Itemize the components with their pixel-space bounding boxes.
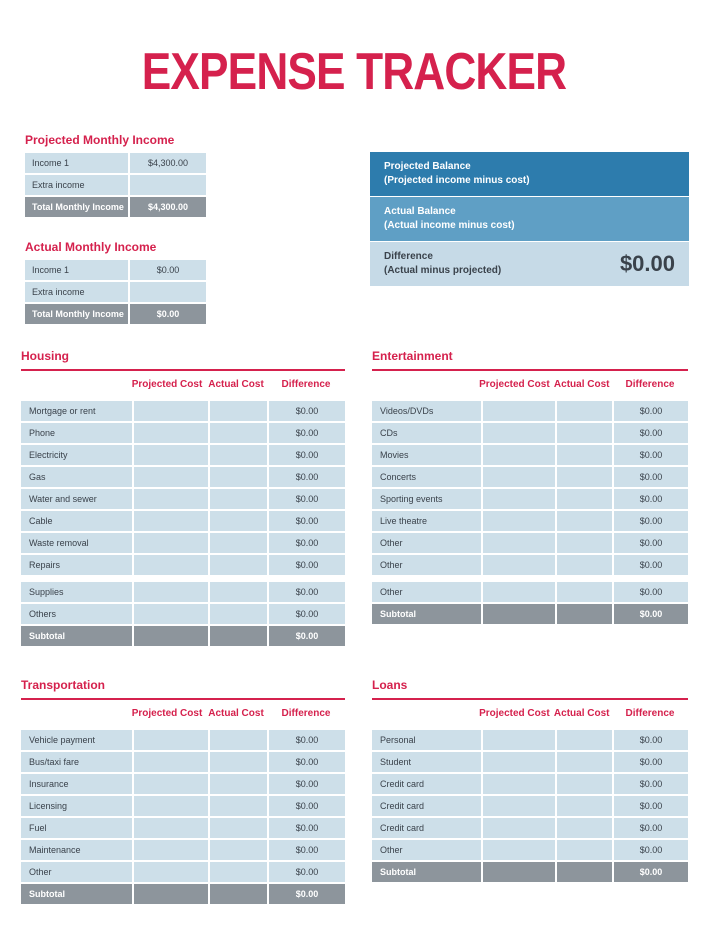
subtotal-row <box>372 604 688 624</box>
income-row <box>25 282 206 302</box>
projected-cost-cell[interactable] <box>483 840 555 860</box>
difference-cell: $0.00 <box>269 467 345 487</box>
difference-cell: $0.00 <box>269 752 345 772</box>
difference-cell: $0.00 <box>269 401 345 421</box>
projected-cost-cell[interactable] <box>483 511 555 531</box>
projected-cost-cell[interactable] <box>134 582 208 602</box>
actual-cost-header: Actual Cost <box>208 708 264 720</box>
actual-cost-cell[interactable] <box>210 511 267 531</box>
expense-row-label: Water and sewer <box>21 489 132 509</box>
expense-row-label: Subtotal <box>372 604 481 624</box>
actual-cost-cell[interactable] <box>557 467 612 487</box>
actual-cost-cell[interactable] <box>210 489 267 509</box>
income-row-label: Total Monthly Income <box>25 304 128 324</box>
income-section <box>25 133 206 324</box>
expense-row-label: Concerts <box>372 467 481 487</box>
projected-cost-cell[interactable] <box>134 489 208 509</box>
difference-cell: $0.00 <box>269 582 345 602</box>
actual-cost-cell[interactable] <box>557 533 612 553</box>
difference-cell: $0.00 <box>614 862 688 882</box>
actual-cost-cell[interactable] <box>210 604 267 624</box>
expense-row-label: Fuel <box>21 818 132 838</box>
expense-row <box>21 818 345 838</box>
expense-row-label: Credit card <box>372 774 481 794</box>
expense-row <box>372 467 688 487</box>
income-row-value: $0.00 <box>130 304 206 324</box>
difference-cell: $0.00 <box>269 511 345 531</box>
expense-table-title: Housing <box>21 349 69 363</box>
difference-cell: $0.00 <box>614 582 688 602</box>
difference-cell: $0.00 <box>614 423 688 443</box>
expense-row <box>372 445 688 465</box>
expense-row <box>21 445 345 465</box>
difference-cell: $0.00 <box>269 884 345 904</box>
difference-subtitle: (Actual minus projected) <box>384 265 502 276</box>
projected-cost-cell[interactable] <box>483 818 555 838</box>
actual-income-title: Actual Monthly Income <box>25 240 157 254</box>
projected-cost-cell[interactable] <box>134 604 208 624</box>
expense-row <box>21 401 345 421</box>
difference-cell: $0.00 <box>614 796 688 816</box>
expense-table-title: Transportation <box>21 678 106 692</box>
subtotal-row <box>21 626 345 646</box>
actual-cost-cell[interactable] <box>557 818 612 838</box>
income-row-value[interactable]: $0.00 <box>130 260 206 280</box>
difference-cell: $0.00 <box>269 818 345 838</box>
loans-table <box>372 678 688 882</box>
label-column-spacer <box>21 371 127 399</box>
actual-cost-cell[interactable] <box>557 555 612 575</box>
projected-cost-cell[interactable] <box>483 774 555 794</box>
actual-cost-cell[interactable] <box>557 489 612 509</box>
difference-cell: $0.00 <box>614 604 688 624</box>
expense-table-title: Entertainment <box>372 349 453 363</box>
difference-cell: $0.00 <box>269 626 345 646</box>
projected-cost-cell <box>134 626 208 646</box>
expense-row <box>21 752 345 772</box>
difference-title: Difference <box>384 251 433 262</box>
projected-cost-cell[interactable] <box>134 840 208 860</box>
expense-row-label: Supplies <box>21 582 132 602</box>
expense-row <box>21 489 345 509</box>
actual-cost-cell[interactable] <box>210 582 267 602</box>
expense-row-label: Credit card <box>372 818 481 838</box>
expense-row-label: CDs <box>372 423 481 443</box>
actual-cost-cell <box>557 604 612 624</box>
projected-cost-cell[interactable] <box>134 752 208 772</box>
expense-row <box>21 796 345 816</box>
expense-row <box>372 401 688 421</box>
expense-row-label: Sporting events <box>372 489 481 509</box>
column-headers <box>372 700 688 728</box>
actual-cost-cell[interactable] <box>210 467 267 487</box>
projected-balance-row <box>370 152 689 196</box>
label-column-spacer <box>21 700 127 728</box>
difference-cell: $0.00 <box>269 796 345 816</box>
projected-cost-cell[interactable] <box>483 533 555 553</box>
difference-cell: $0.00 <box>269 445 345 465</box>
difference-cell: $0.00 <box>269 862 345 882</box>
projected-cost-cell <box>483 604 555 624</box>
actual-cost-cell[interactable] <box>557 401 612 421</box>
projected-cost-cell[interactable] <box>483 796 555 816</box>
projected-cost-cell <box>483 862 555 882</box>
expense-row-label: Repairs <box>21 555 132 575</box>
expense-row <box>372 511 688 531</box>
projected-income-rows <box>25 153 206 217</box>
expense-row-label: Movies <box>372 445 481 465</box>
projected-cost-cell[interactable] <box>134 730 208 750</box>
expense-row <box>372 818 688 838</box>
expense-row-label: Personal <box>372 730 481 750</box>
projected-cost-cell[interactable] <box>483 445 555 465</box>
actual-cost-cell[interactable] <box>557 774 612 794</box>
difference-cell: $0.00 <box>614 401 688 421</box>
expense-row-label: Maintenance <box>21 840 132 860</box>
income-row-value: $4,300.00 <box>130 197 206 217</box>
expense-row-label: Other <box>372 533 481 553</box>
difference-row <box>370 242 689 286</box>
actual-balance-labels <box>384 205 515 233</box>
income-row-label: Extra income <box>25 175 128 195</box>
actual-cost-cell <box>210 884 267 904</box>
actual-cost-cell[interactable] <box>210 818 267 838</box>
actual-cost-cell <box>557 862 612 882</box>
expense-row <box>21 840 345 860</box>
expense-table-title: Loans <box>372 678 408 692</box>
difference-header: Difference <box>625 379 675 391</box>
income-row <box>25 260 206 280</box>
expense-row-label: Other <box>21 862 132 882</box>
expense-row-label: Others <box>21 604 132 624</box>
expense-row <box>21 511 345 531</box>
difference-labels <box>384 250 501 278</box>
transportation-table <box>21 678 345 904</box>
projected-cost-cell[interactable] <box>134 445 208 465</box>
projected-cost-header: Projected Cost <box>131 708 203 720</box>
income-row-label: Income 1 <box>25 153 128 173</box>
housing-table <box>21 349 345 646</box>
expense-row <box>372 796 688 816</box>
difference-cell: $0.00 <box>269 533 345 553</box>
projected-cost-cell[interactable] <box>483 423 555 443</box>
projected-cost-cell[interactable] <box>483 467 555 487</box>
actual-balance-subtitle: (Actual income minus cost) <box>384 220 515 231</box>
expense-row <box>372 730 688 750</box>
projected-cost-cell[interactable] <box>483 555 555 575</box>
label-column-spacer <box>372 371 475 399</box>
actual-cost-cell[interactable] <box>557 752 612 772</box>
difference-cell: $0.00 <box>269 604 345 624</box>
income-total-row <box>25 197 206 217</box>
difference-cell: $0.00 <box>269 774 345 794</box>
difference-cell: $0.00 <box>614 489 688 509</box>
actual-cost-cell[interactable] <box>210 533 267 553</box>
projected-cost-cell[interactable] <box>134 467 208 487</box>
projected-cost-cell[interactable] <box>483 489 555 509</box>
projected-cost-cell[interactable] <box>134 533 208 553</box>
expense-row <box>372 752 688 772</box>
difference-header: Difference <box>281 379 331 391</box>
difference-cell: $0.00 <box>269 423 345 443</box>
projected-cost-cell[interactable] <box>134 423 208 443</box>
actual-cost-cell[interactable] <box>210 796 267 816</box>
column-headers <box>21 700 345 728</box>
expense-row-label: Student <box>372 752 481 772</box>
expense-row-label: Credit card <box>372 796 481 816</box>
expense-row-label: Bus/taxi fare <box>21 752 132 772</box>
difference-header: Difference <box>281 708 331 720</box>
difference-cell: $0.00 <box>269 489 345 509</box>
actual-cost-cell[interactable] <box>210 862 267 882</box>
actual-cost-cell[interactable] <box>557 445 612 465</box>
difference-cell: $0.00 <box>614 840 688 860</box>
difference-cell: $0.00 <box>614 467 688 487</box>
income-row-label: Income 1 <box>25 260 128 280</box>
expense-row-label: Live theatre <box>372 511 481 531</box>
column-headers <box>372 371 688 399</box>
projected-cost-cell[interactable] <box>483 730 555 750</box>
expense-row <box>372 489 688 509</box>
expense-tables-grid <box>21 349 688 904</box>
difference-cell: $0.00 <box>269 840 345 860</box>
projected-cost-cell[interactable] <box>134 555 208 575</box>
projected-cost-cell[interactable] <box>134 774 208 794</box>
projected-cost-cell[interactable] <box>483 752 555 772</box>
column-headers <box>21 371 345 399</box>
actual-cost-cell[interactable] <box>557 840 612 860</box>
projected-income-table <box>25 133 206 217</box>
income-row-value[interactable]: $4,300.00 <box>130 153 206 173</box>
expense-row-label: Other <box>372 555 481 575</box>
expense-row <box>21 862 345 882</box>
projected-income-title: Projected Monthly Income <box>25 133 175 147</box>
actual-cost-cell[interactable] <box>210 423 267 443</box>
expense-row-label: Other <box>372 582 481 602</box>
actual-cost-cell[interactable] <box>210 401 267 421</box>
projected-cost-cell[interactable] <box>483 401 555 421</box>
actual-balance-title: Actual Balance <box>384 206 456 217</box>
projected-cost-cell[interactable] <box>483 582 555 602</box>
actual-cost-cell[interactable] <box>210 774 267 794</box>
difference-cell: $0.00 <box>269 555 345 575</box>
difference-cell: $0.00 <box>614 445 688 465</box>
actual-cost-cell <box>210 626 267 646</box>
actual-cost-cell[interactable] <box>557 511 612 531</box>
actual-cost-cell[interactable] <box>210 840 267 860</box>
expense-row <box>21 730 345 750</box>
expense-row-label: Licensing <box>21 796 132 816</box>
expense-row-label: Subtotal <box>372 862 481 882</box>
expense-row <box>21 467 345 487</box>
actual-income-rows <box>25 260 206 324</box>
difference-cell: $0.00 <box>614 511 688 531</box>
entertainment-table <box>372 349 688 624</box>
actual-balance-row <box>370 197 689 241</box>
projected-cost-header: Projected Cost <box>479 708 550 720</box>
expense-row <box>21 533 345 553</box>
actual-cost-cell[interactable] <box>210 730 267 750</box>
projected-balance-title: Projected Balance <box>384 161 471 172</box>
actual-cost-header: Actual Cost <box>553 379 610 391</box>
expense-row-label: Gas <box>21 467 132 487</box>
income-row-label: Extra income <box>25 282 128 302</box>
expense-row-label: Phone <box>21 423 132 443</box>
income-row-label: Total Monthly Income <box>25 197 128 217</box>
expense-row <box>21 555 345 575</box>
expense-row <box>372 840 688 860</box>
difference-cell: $0.00 <box>614 555 688 575</box>
label-column-spacer <box>372 700 475 728</box>
expense-row <box>372 533 688 553</box>
expense-row-label: Mortgage or rent <box>21 401 132 421</box>
actual-cost-cell[interactable] <box>557 730 612 750</box>
difference-value: $0.00 <box>619 251 675 276</box>
expense-row-label: Electricity <box>21 445 132 465</box>
actual-cost-cell[interactable] <box>557 796 612 816</box>
actual-cost-cell[interactable] <box>210 752 267 772</box>
projected-cost-cell[interactable] <box>134 511 208 531</box>
expense-row <box>21 774 345 794</box>
difference-cell: $0.00 <box>614 818 688 838</box>
expense-row <box>372 423 688 443</box>
difference-header: Difference <box>625 708 675 720</box>
expense-row <box>21 423 345 443</box>
projected-balance-labels <box>384 160 530 188</box>
income-row-value[interactable] <box>130 175 206 195</box>
projected-cost-cell[interactable] <box>134 862 208 882</box>
actual-cost-cell[interactable] <box>557 423 612 443</box>
subtotal-row <box>372 862 688 882</box>
income-row <box>25 153 206 173</box>
actual-cost-cell[interactable] <box>210 445 267 465</box>
expense-row <box>21 604 345 624</box>
projected-cost-cell <box>134 884 208 904</box>
projected-cost-cell[interactable] <box>134 818 208 838</box>
actual-cost-cell[interactable] <box>557 582 612 602</box>
difference-cell: $0.00 <box>614 533 688 553</box>
actual-cost-cell[interactable] <box>210 555 267 575</box>
expense-row-label: Videos/DVDs <box>372 401 481 421</box>
expense-row-label: Other <box>372 840 481 860</box>
expense-row-label: Subtotal <box>21 884 132 904</box>
balance-summary <box>370 152 689 286</box>
actual-cost-header: Actual Cost <box>208 379 264 391</box>
page-title: EXPENSE TRACKER <box>141 43 567 101</box>
expense-row <box>372 555 688 575</box>
actual-income-table <box>25 240 206 324</box>
expense-row <box>21 582 345 602</box>
projected-cost-cell[interactable] <box>134 401 208 421</box>
difference-cell: $0.00 <box>614 774 688 794</box>
projected-cost-header: Projected Cost <box>131 379 203 391</box>
income-total-row <box>25 304 206 324</box>
expense-row <box>372 582 688 602</box>
expense-row-label: Cable <box>21 511 132 531</box>
difference-cell: $0.00 <box>614 752 688 772</box>
expense-row <box>372 774 688 794</box>
difference-cell: $0.00 <box>269 730 345 750</box>
expense-row-label: Subtotal <box>21 626 132 646</box>
difference-cell: $0.00 <box>614 730 688 750</box>
actual-cost-header: Actual Cost <box>553 708 610 720</box>
expense-row-label: Vehicle payment <box>21 730 132 750</box>
projected-cost-header: Projected Cost <box>479 379 550 391</box>
income-row-value[interactable] <box>130 282 206 302</box>
subtotal-row <box>21 884 345 904</box>
projected-balance-subtitle: (Projected income minus cost) <box>384 175 530 186</box>
income-row <box>25 175 206 195</box>
projected-cost-cell[interactable] <box>134 796 208 816</box>
expense-row-label: Waste removal <box>21 533 132 553</box>
expense-row-label: Insurance <box>21 774 132 794</box>
